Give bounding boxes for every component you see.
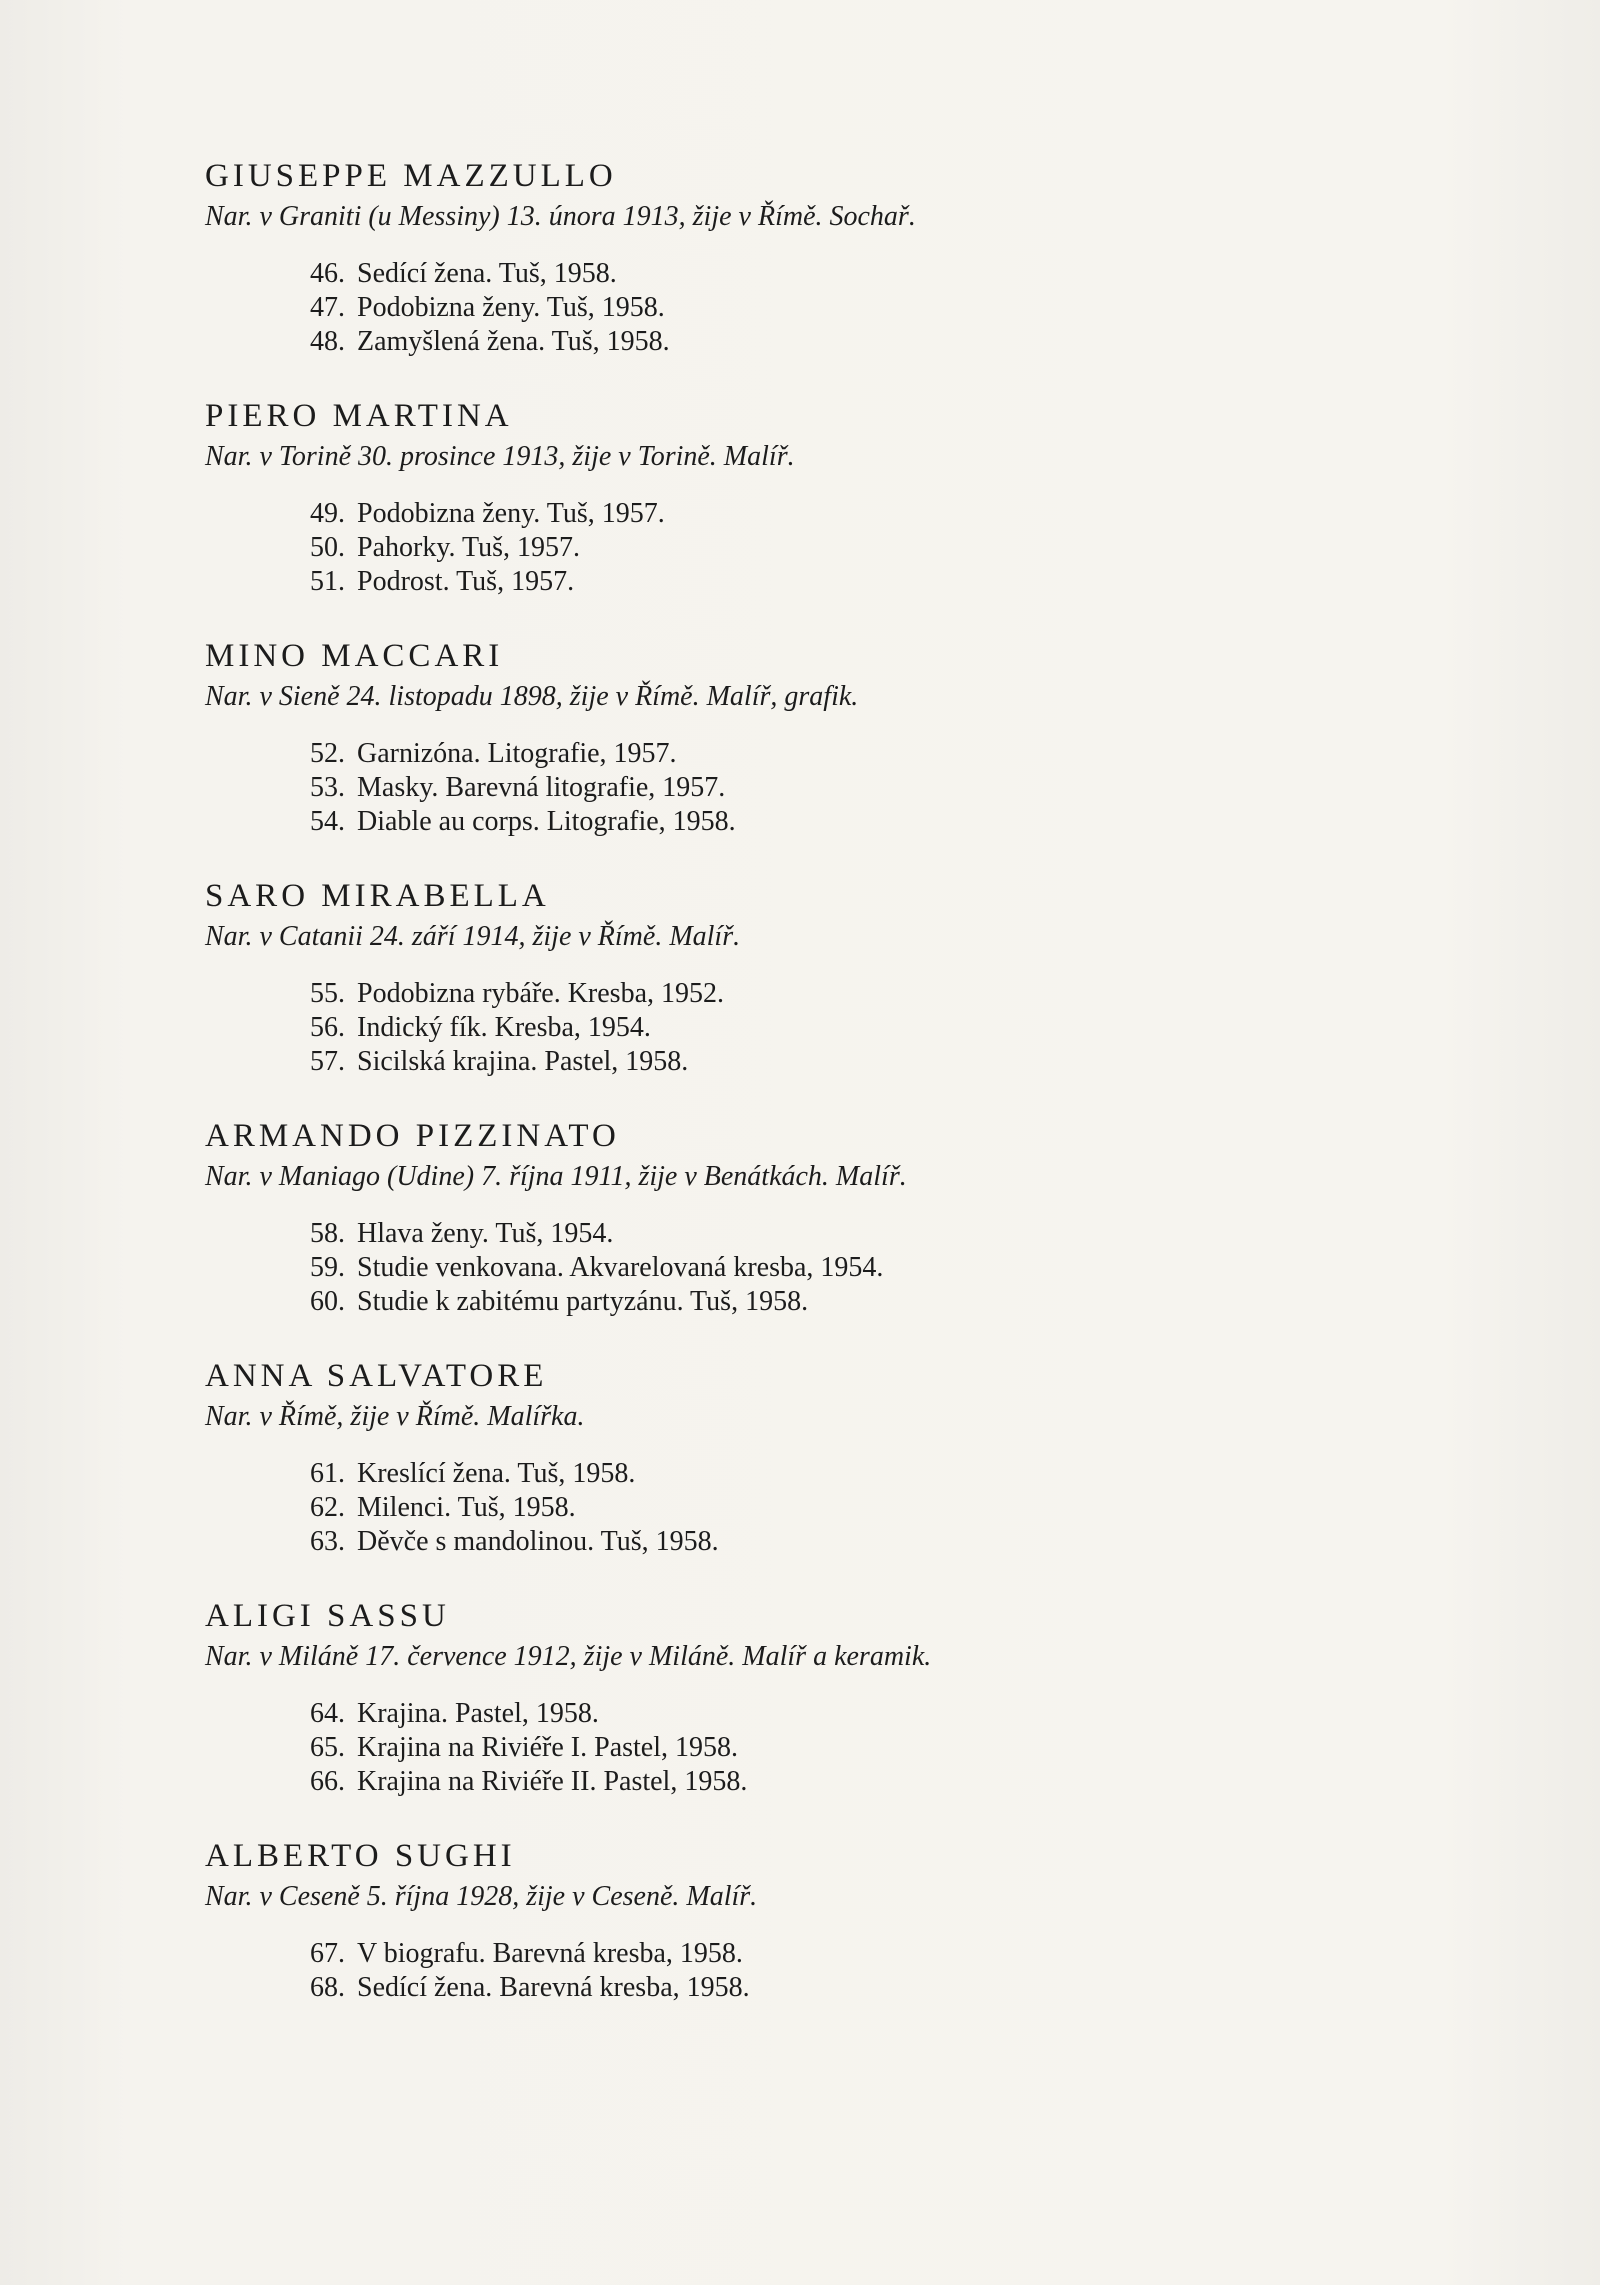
work-title: Diable au corps. Litografie, 1958. [357, 806, 736, 837]
work-number: 47. [310, 292, 345, 323]
work-title: Sedící žena. Barevná kresba, 1958. [357, 1972, 750, 2003]
artist-name: ARMANDO PIZZINATO [205, 1118, 620, 1154]
work-item [305, 531, 1455, 565]
artist-name: SARO MIRABELLA [205, 878, 550, 914]
work-title: Krajina. Pastel, 1958. [357, 1698, 599, 1729]
work-number: 67. [310, 1938, 345, 1969]
works-list [205, 497, 1455, 599]
work-number: 49. [310, 498, 345, 529]
work-title: Zamyšlená žena. Tuš, 1958. [357, 326, 670, 357]
artist-list [205, 155, 1455, 2005]
work-item [305, 1937, 1455, 1971]
work-number: 68. [310, 1972, 345, 2003]
work-title: Kreslící žena. Tuš, 1958. [357, 1458, 636, 1489]
work-number: 51. [310, 566, 345, 597]
artist-bio: Nar. v Sieně 24. listopadu 1898, žije v Římě. Malíř, grafik. [205, 681, 859, 712]
work-number: 59. [310, 1252, 345, 1283]
artist-bio: Nar. v Římě, žije v Římě. Malířka. [205, 1401, 585, 1432]
works-list [205, 737, 1455, 839]
work-title: Podobizna rybáře. Kresba, 1952. [357, 978, 725, 1009]
work-item [305, 1457, 1455, 1491]
work-title: V biografu. Barevná kresba, 1958. [357, 1938, 743, 1969]
work-item [305, 771, 1455, 805]
works-list [205, 1457, 1455, 1559]
work-item [305, 805, 1455, 839]
artist-name: PIERO MARTINA [205, 398, 513, 434]
work-number: 60. [310, 1286, 345, 1317]
artist-entry [205, 635, 1455, 839]
work-item [305, 1045, 1455, 1079]
work-number: 46. [310, 258, 345, 289]
artist-entry [205, 1835, 1455, 2005]
artist-bio: Nar. v Ceseně 5. října 1928, žije v Ceseně. Malíř. [205, 1881, 758, 1912]
artist-name: ALBERTO SUGHI [205, 1838, 516, 1874]
work-title: Podrost. Tuš, 1957. [357, 566, 575, 597]
works-list [205, 1217, 1455, 1319]
work-item [305, 977, 1455, 1011]
work-item [305, 565, 1455, 599]
artist-entry [205, 1115, 1455, 1319]
artist-name: GIUSEPPE MAZZULLO [205, 158, 617, 194]
artist-entry [205, 875, 1455, 1079]
artist-name: ALIGI SASSU [205, 1598, 450, 1634]
work-title: Pahorky. Tuš, 1957. [357, 532, 581, 563]
work-title: Sicilská krajina. Pastel, 1958. [357, 1046, 689, 1077]
work-title: Milenci. Tuš, 1958. [357, 1492, 576, 1523]
artist-bio: Nar. v Maniago (Udine) 7. října 1911, žije v Benátkách. Malíř. [205, 1161, 907, 1192]
artist-bio: Nar. v Miláně 17. července 1912, žije v Miláně. Malíř a keramik. [205, 1641, 932, 1672]
artist-bio: Nar. v Torině 30. prosince 1913, žije v Torině. Malíř. [205, 441, 795, 472]
work-item [305, 1765, 1455, 1799]
work-number: 65. [310, 1732, 345, 1763]
works-list [205, 977, 1455, 1079]
work-title: Studie k zabitému partyzánu. Tuš, 1958. [357, 1286, 809, 1317]
work-title: Podobizna ženy. Tuš, 1958. [357, 292, 665, 323]
work-item [305, 737, 1455, 771]
works-list [205, 1697, 1455, 1799]
work-item [305, 1285, 1455, 1319]
work-title: Masky. Barevná litografie, 1957. [357, 772, 726, 803]
work-item [305, 1731, 1455, 1765]
work-title: Krajina na Riviéře I. Pastel, 1958. [357, 1732, 739, 1763]
works-list [205, 1937, 1455, 2005]
work-number: 66. [310, 1766, 345, 1797]
work-number: 56. [310, 1012, 345, 1043]
work-item [305, 1697, 1455, 1731]
work-number: 64. [310, 1698, 345, 1729]
work-title: Studie venkovana. Akvarelovaná kresba, 1954. [357, 1252, 884, 1283]
work-number: 58. [310, 1218, 345, 1249]
work-item [305, 497, 1455, 531]
work-number: 50. [310, 532, 345, 563]
work-item [305, 1217, 1455, 1251]
work-number: 61. [310, 1458, 345, 1489]
work-number: 55. [310, 978, 345, 1009]
work-number: 52. [310, 738, 345, 769]
artist-bio: Nar. v Graniti (u Messiny) 13. února 1913, žije v Římě. Sochař. [205, 201, 916, 232]
work-title: Krajina na Riviéře II. Pastel, 1958. [357, 1766, 748, 1797]
work-item [305, 325, 1455, 359]
work-title: Hlava ženy. Tuš, 1954. [357, 1218, 614, 1249]
artist-entry [205, 395, 1455, 599]
work-title: Děvče s mandolinou. Tuš, 1958. [357, 1526, 719, 1557]
work-item [305, 1011, 1455, 1045]
work-number: 54. [310, 806, 345, 837]
work-item [305, 291, 1455, 325]
artist-name: MINO MACCARI [205, 638, 504, 674]
work-item [305, 1491, 1455, 1525]
artist-name: ANNA SALVATORE [205, 1358, 548, 1394]
work-number: 53. [310, 772, 345, 803]
work-item [305, 1525, 1455, 1559]
work-item [305, 1971, 1455, 2005]
work-title: Podobizna ženy. Tuš, 1957. [357, 498, 665, 529]
artist-entry [205, 1355, 1455, 1559]
work-number: 62. [310, 1492, 345, 1523]
works-list [205, 257, 1455, 359]
artist-entry [205, 155, 1455, 359]
work-item [305, 257, 1455, 291]
work-title: Indický fík. Kresba, 1954. [357, 1012, 651, 1043]
artist-bio: Nar. v Catanii 24. září 1914, žije v Římě. Malíř. [205, 921, 741, 952]
work-title: Sedící žena. Tuš, 1958. [357, 258, 617, 289]
work-number: 57. [310, 1046, 345, 1077]
work-title: Garnizóna. Litografie, 1957. [357, 738, 677, 769]
work-number: 63. [310, 1526, 345, 1557]
work-number: 48. [310, 326, 345, 357]
work-item [305, 1251, 1455, 1285]
artist-entry [205, 1595, 1455, 1799]
